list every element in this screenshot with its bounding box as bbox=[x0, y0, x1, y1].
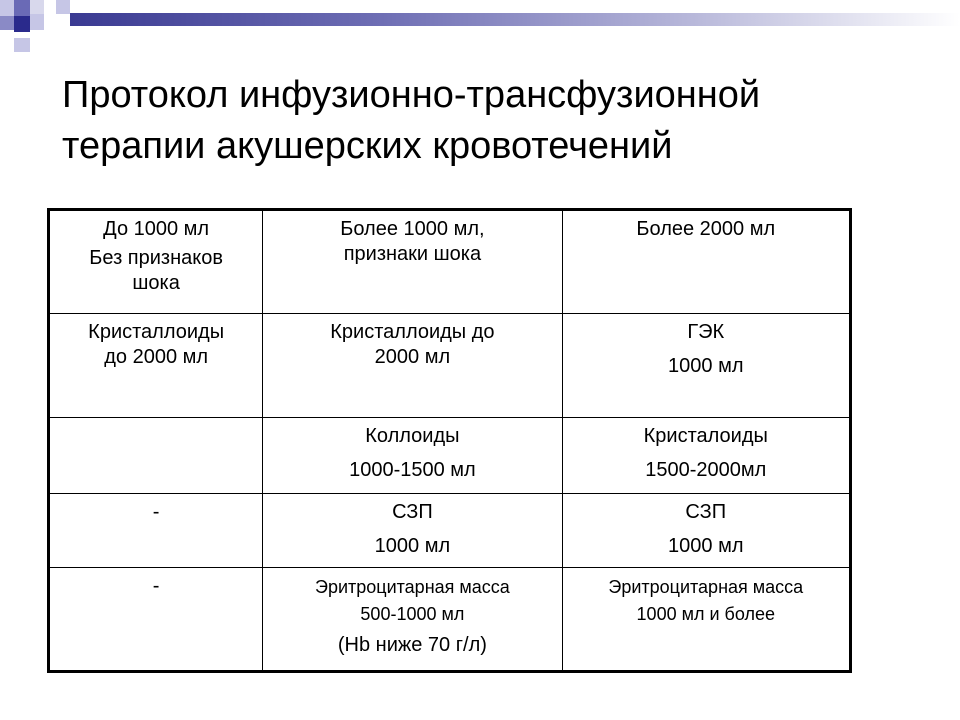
cell-line: Более 2000 мл bbox=[636, 218, 776, 240]
cell-line: СЗП bbox=[685, 501, 727, 523]
decor-square bbox=[30, 0, 44, 14]
cell-line: (Hb ниже 70 г/л) bbox=[337, 634, 487, 656]
cell-line: До 1000 мл bbox=[103, 218, 210, 240]
table-cell bbox=[562, 314, 850, 418]
table-row bbox=[49, 568, 851, 672]
cell-line: 1500-2000мл bbox=[645, 459, 767, 481]
cell-line: 1000 мл bbox=[374, 535, 451, 557]
cell-line: Эритроцитарная масса bbox=[608, 577, 804, 597]
table-cell bbox=[562, 494, 850, 568]
cell-line: 1000-1500 мл bbox=[349, 459, 476, 481]
decor-square bbox=[14, 16, 30, 32]
cell-line: шока bbox=[132, 272, 180, 294]
table-cell bbox=[263, 314, 562, 418]
table-cell bbox=[562, 210, 850, 314]
decor-square bbox=[30, 14, 44, 30]
cell-line: Без признаков bbox=[89, 247, 223, 269]
table-cell bbox=[263, 418, 562, 494]
cell-line: ГЭК bbox=[687, 321, 725, 343]
table-row bbox=[49, 314, 851, 418]
cell-line: Кристалоиды bbox=[643, 425, 768, 447]
cell-line: 2000 мл bbox=[374, 346, 451, 368]
decor-square bbox=[0, 16, 14, 30]
table-row bbox=[49, 494, 851, 568]
table-cell bbox=[49, 494, 263, 568]
cell-line: Кристаллоиды до bbox=[330, 321, 495, 343]
decor-square bbox=[56, 0, 70, 14]
table-cell bbox=[263, 210, 562, 314]
cell-line: - bbox=[152, 501, 160, 523]
cell-line: 1000 мл и более bbox=[636, 604, 775, 624]
cell-line: Эритроцитарная масса bbox=[315, 577, 510, 597]
decor-square bbox=[14, 0, 30, 16]
cell-line: до 2000 мл bbox=[104, 346, 209, 368]
cell-line: 1000 мл bbox=[668, 535, 744, 557]
cell-line: СЗП bbox=[392, 501, 433, 523]
cell-line: Коллоиды bbox=[365, 425, 460, 447]
slide-title-line-1: Протокол инфузионно-трансфузионной bbox=[62, 74, 761, 116]
table-cell bbox=[562, 568, 850, 672]
table-cell bbox=[263, 568, 562, 672]
table-cell-empty bbox=[49, 418, 263, 494]
slide-title bbox=[62, 70, 922, 172]
table-cell bbox=[49, 314, 263, 418]
table-cell bbox=[49, 210, 263, 314]
decor-square bbox=[0, 0, 14, 16]
cell-line: - bbox=[152, 575, 160, 597]
table-cell bbox=[263, 494, 562, 568]
cell-line: признаки шока bbox=[343, 243, 482, 265]
cell-line: Более 1000 мл, bbox=[340, 218, 485, 240]
table-cell bbox=[49, 568, 263, 672]
decor-square bbox=[14, 38, 30, 52]
slide-title-line-2: терапии акушерских кровотечений bbox=[62, 125, 673, 167]
cell-line: Кристаллоиды bbox=[88, 321, 225, 343]
therapy-protocol-table bbox=[47, 208, 852, 673]
header-gradient-bar bbox=[70, 13, 960, 26]
table-row bbox=[49, 418, 851, 494]
table-row-header bbox=[49, 210, 851, 314]
cell-line: 500-1000 мл bbox=[360, 604, 465, 624]
table-cell bbox=[562, 418, 850, 494]
cell-line: 1000 мл bbox=[668, 355, 744, 377]
